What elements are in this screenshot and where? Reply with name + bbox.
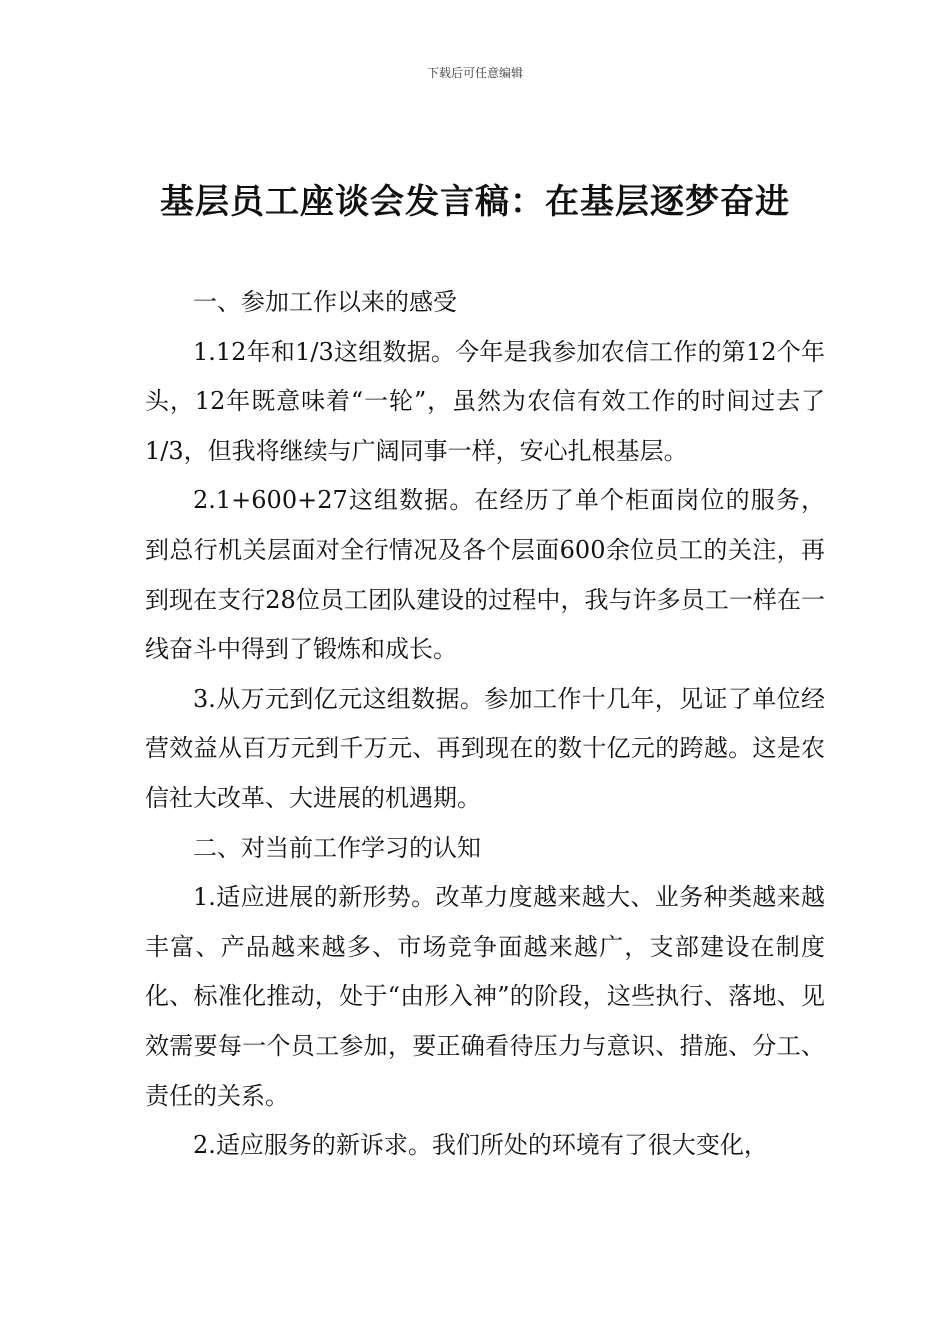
header-note: 下载后可任意编辑 [426, 66, 523, 80]
paragraph: 1.适应进展的新形势。改革力度越来越大、业务种类越来越丰富、产品越来越多、市场竞争面越来越广，支部建设在制度化、标准化推动，处于“由形入神”的阶段，这些执行、落地、见效需要每一个员工参加，要正确看待压力与意识、措施、分工、责任的关系。 [145, 883, 825, 1110]
section-heading-1: 一、参加工作以来的感受 [193, 288, 457, 316]
section-heading-2: 二、对当前工作学习的认知 [193, 833, 481, 862]
document-body [145, 278, 825, 1171]
paragraph: 2.1+600+27这组数据。在经历了单个柜面岗位的服务，到总行机关层面对全行情况及各个层面600余位员工的关注，再到现在支行28位员工团队建设的过程中，我与许多员工一样在一线奋斗中得到了锻炼和成长。 [145, 486, 825, 664]
paragraph: 2.适应服务的新诉求。我们所处的环境有了很大变化， [193, 1131, 768, 1160]
paragraph: 1.12年和1/3这组数据。今年是我参加农信工作的第12个年头，12年既意味着“一轮”，虽然为农信有效工作的时间过去了1/3，但我将继续与广阔同事一样，安心扎根基层。 [145, 337, 825, 465]
paragraph: 3.从万元到亿元这组数据。参加工作十几年，见证了单位经营效益从百万元到千万元、再到现在的数十亿元的跨越。这是农信社大改革、大进展的机遇期。 [145, 684, 825, 812]
document-title: 基层员工座谈会发言稿：在基层逐梦奋进 [160, 182, 790, 222]
